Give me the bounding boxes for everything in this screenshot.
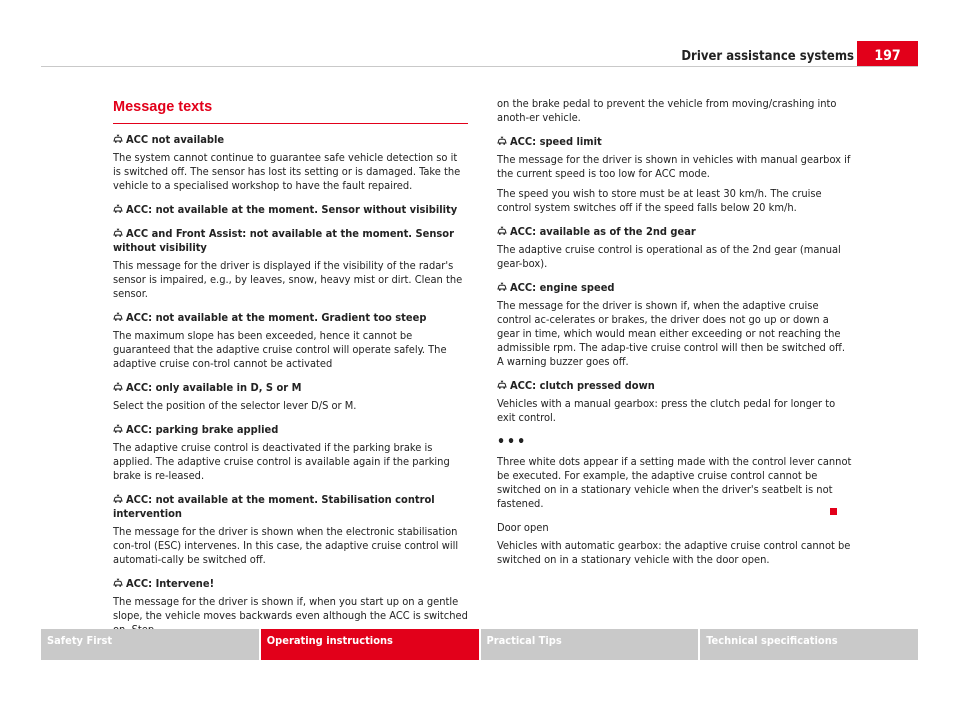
section-rule	[113, 123, 468, 124]
message-entry	[113, 227, 468, 301]
message-title	[113, 577, 468, 591]
car-warning-icon	[497, 282, 507, 292]
footer-tabs	[41, 629, 918, 660]
footer-tab-practical-tips[interactable]: Practical Tips	[481, 629, 699, 660]
door-open-title: Door open	[497, 521, 549, 534]
message-title	[113, 381, 468, 395]
message-entry	[497, 225, 852, 271]
message-title-text: ACC: engine speed	[510, 281, 615, 294]
message-description: The message for the driver is shown if, when you start up on a gentle slope, the vehicle moves backwards even although the ACC is switched	[113, 595, 468, 622]
message-entry	[113, 381, 468, 413]
message-entry	[497, 135, 852, 215]
continuation-text: on the brake pedal to prevent the vehicle from moving/crashing into anoth-er vehicle.	[497, 97, 837, 124]
car-warning-icon	[113, 578, 123, 588]
car-warning-icon	[113, 424, 123, 434]
footer-tab-technical-specifications[interactable]: Technical specifications	[700, 629, 918, 660]
right-column	[497, 97, 852, 575]
chapter-title: Driver assistance systems	[681, 49, 854, 64]
message-title	[497, 135, 852, 149]
footer-tab-safety-first[interactable]: Safety First	[41, 629, 259, 660]
message-title-text: ACC: clutch pressed down	[510, 379, 655, 392]
message-entry	[113, 133, 468, 193]
car-warning-icon	[497, 136, 507, 146]
message-title	[113, 423, 468, 437]
message-description: The maximum slope has been exceeded, hence it cannot be guaranteed that the adaptive cruise control will operate safely. The adaptive cruise con-trol cannot be activated	[113, 329, 447, 370]
section-title: Message texts	[113, 99, 213, 115]
message-title	[113, 493, 468, 521]
message-title	[497, 281, 852, 295]
message-title-text: ACC: not available at the moment. Gradient too steep	[126, 311, 427, 324]
right-entry-list	[497, 135, 852, 425]
car-warning-icon	[497, 380, 507, 390]
car-warning-icon	[113, 134, 123, 144]
message-description: The message for the driver is shown if, when the adaptive cruise control ac-celerates or brakes, the driver does not go up or down a gear in time, which would mean either exceeding or not reaching the admissible rpm. The adap-tive cruise control will then be switched off. A warning buzzer goes off.	[497, 299, 845, 368]
header-rule	[41, 66, 918, 67]
message-description: The speed you wish to store must be at least 30 km/h. The cruise control system switches off if the speed falls below 20 km/h.	[497, 187, 822, 214]
message-entry	[113, 311, 468, 371]
message-entry	[113, 203, 468, 217]
left-entry-list	[113, 133, 468, 637]
car-warning-icon	[113, 494, 123, 504]
message-description: This message for the driver is displayed if the visibility of the radar's sensor is impaired, e.g., by leaves, snow, heavy mist or dirt. Clean the sensor.	[113, 259, 463, 300]
car-warning-icon	[113, 382, 123, 392]
message-title-text: ACC: Intervene!	[126, 577, 215, 590]
message-description: The message for the driver is shown when the electronic stabilisation con-trol (ESC) intervenes. In this case, the adaptive cruise control will automati-cally be switched off.	[113, 525, 459, 566]
message-title-text: ACC: not available at the moment. Sensor without visibility	[126, 203, 458, 216]
message-entry	[113, 423, 468, 483]
footer-tab-operating-instructions[interactable]: Operating instructions	[261, 629, 479, 660]
message-entry	[497, 281, 852, 369]
car-warning-icon	[497, 226, 507, 236]
message-title	[497, 379, 852, 393]
message-title	[113, 227, 468, 255]
message-title	[113, 311, 468, 325]
page-number: 197	[857, 41, 918, 67]
message-title-text: ACC: only available in D, S or M	[126, 381, 302, 394]
message-entry	[113, 493, 468, 567]
message-description: Select the position of the selector lever D/S or M.	[113, 399, 357, 412]
car-warning-icon	[113, 312, 123, 322]
message-title-text: ACC: available as of the 2nd gear	[510, 225, 696, 238]
message-description: The message for the driver is shown in vehicles with manual gearbox if the current speed is too low for ACC mode.	[497, 153, 851, 180]
message-entry	[497, 379, 852, 425]
message-title-text: ACC: parking brake applied	[126, 423, 279, 436]
message-description: The adaptive cruise control is deactivated if the parking brake is applied. The adaptive cruise control is available again if the parking brake is re-leased.	[113, 441, 450, 482]
message-title	[497, 225, 852, 239]
section-end-marker	[830, 508, 837, 515]
car-warning-icon	[113, 204, 123, 214]
message-title-text: ACC and Front Assist: not available at the moment. Sensor without visibility	[113, 227, 454, 254]
door-open-text: Vehicles with automatic gearbox: the adaptive cruise control cannot be switched on in a stationary vehicle with the door open.	[497, 539, 851, 566]
message-title-text: ACC not available	[126, 133, 225, 146]
left-column	[113, 97, 468, 647]
message-description: Vehicles with a manual gearbox: press the clutch pedal for longer to exit control.	[497, 397, 836, 424]
message-title-text: ACC: not available at the moment. Stabilisation control intervention	[113, 493, 435, 520]
message-title	[113, 133, 468, 147]
three-dots-symbol: •••	[497, 434, 528, 450]
car-warning-icon	[113, 228, 123, 238]
dots-text: Three white dots appear if a setting made with the control lever cannot be executed. For example, the adaptive cruise control cannot be switched on in a stationary vehicle when the driver's seatbelt is not fastened.	[497, 455, 852, 510]
message-title-text: ACC: speed limit	[510, 135, 602, 148]
message-description: The system cannot continue to guarantee safe vehicle detection so it is switched off. The sensor has lost its setting or is damaged. Take the vehicle to a specialised workshop to have the fault repaired.	[113, 151, 461, 192]
message-description: The adaptive cruise control is operational as of the 2nd gear (manual gear-box).	[497, 243, 841, 270]
message-title	[113, 203, 468, 217]
message-entry	[113, 577, 468, 637]
